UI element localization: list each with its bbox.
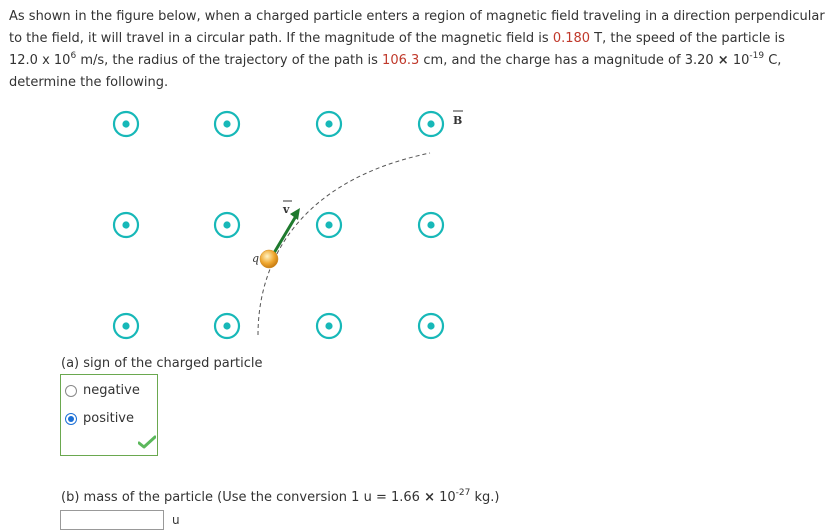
field-dot-grid <box>114 112 443 338</box>
velocity-label: v <box>283 203 290 216</box>
velocity-arrow <box>271 216 296 258</box>
charge-label: q <box>252 252 260 265</box>
radio-negative[interactable] <box>65 385 77 397</box>
field-dot-center <box>325 221 332 228</box>
field-dot-center <box>427 120 434 127</box>
problem-line-4: determine the following. <box>9 75 169 90</box>
radius-value: 106.3 <box>382 53 420 68</box>
field-dot-center <box>223 322 230 329</box>
field-dot-center <box>427 221 434 228</box>
field-dot-center <box>122 120 129 127</box>
charged-particle <box>260 250 278 268</box>
mass-input[interactable] <box>60 510 164 530</box>
radio-positive[interactable] <box>65 413 77 425</box>
mass-unit: u <box>172 513 180 527</box>
option-negative-label: negative <box>83 383 140 398</box>
field-dot-center <box>122 322 129 329</box>
part-a-label: (a) sign of the charged particle <box>61 356 263 371</box>
field-dot-center <box>223 221 230 228</box>
problem-line-1: As shown in the figure below, when a charged particle enters a region of magnetic field traveling in a direction perpendicular <box>9 9 825 24</box>
checkmark-icon <box>138 435 156 449</box>
field-dot-center <box>325 120 332 127</box>
field-dot-center <box>122 221 129 228</box>
option-positive-label: positive <box>83 411 134 426</box>
trajectory-path <box>258 153 430 335</box>
part-a-answer-box <box>60 374 158 456</box>
problem-line-3: 12.0 x $10^6$ m/s, the radius of the trajectory of the path is 106.3 cm, and the charge has a magnitude of $3.20 \times 10^{-19}$ C, <box>9 51 782 68</box>
field-dot-center <box>223 120 230 127</box>
field-label: B <box>453 114 463 127</box>
part-b-label: (b) mass of the particle (Use the conversion 1 $u = 1.66 \times 10^{-27}$ kg.) <box>61 488 500 505</box>
option-positive[interactable] <box>65 411 134 426</box>
problem-statement <box>9 6 831 94</box>
field-dot-center <box>325 322 332 329</box>
magnetic-field-figure <box>0 90 836 350</box>
field-dot-center <box>427 322 434 329</box>
problem-line-2: to the field, it will travel in a circular path. If the magnitude of the magnetic field is 0.180 T, the speed of the particle is <box>9 31 785 46</box>
field-value: 0.180 <box>552 31 591 46</box>
option-negative[interactable] <box>65 383 140 398</box>
